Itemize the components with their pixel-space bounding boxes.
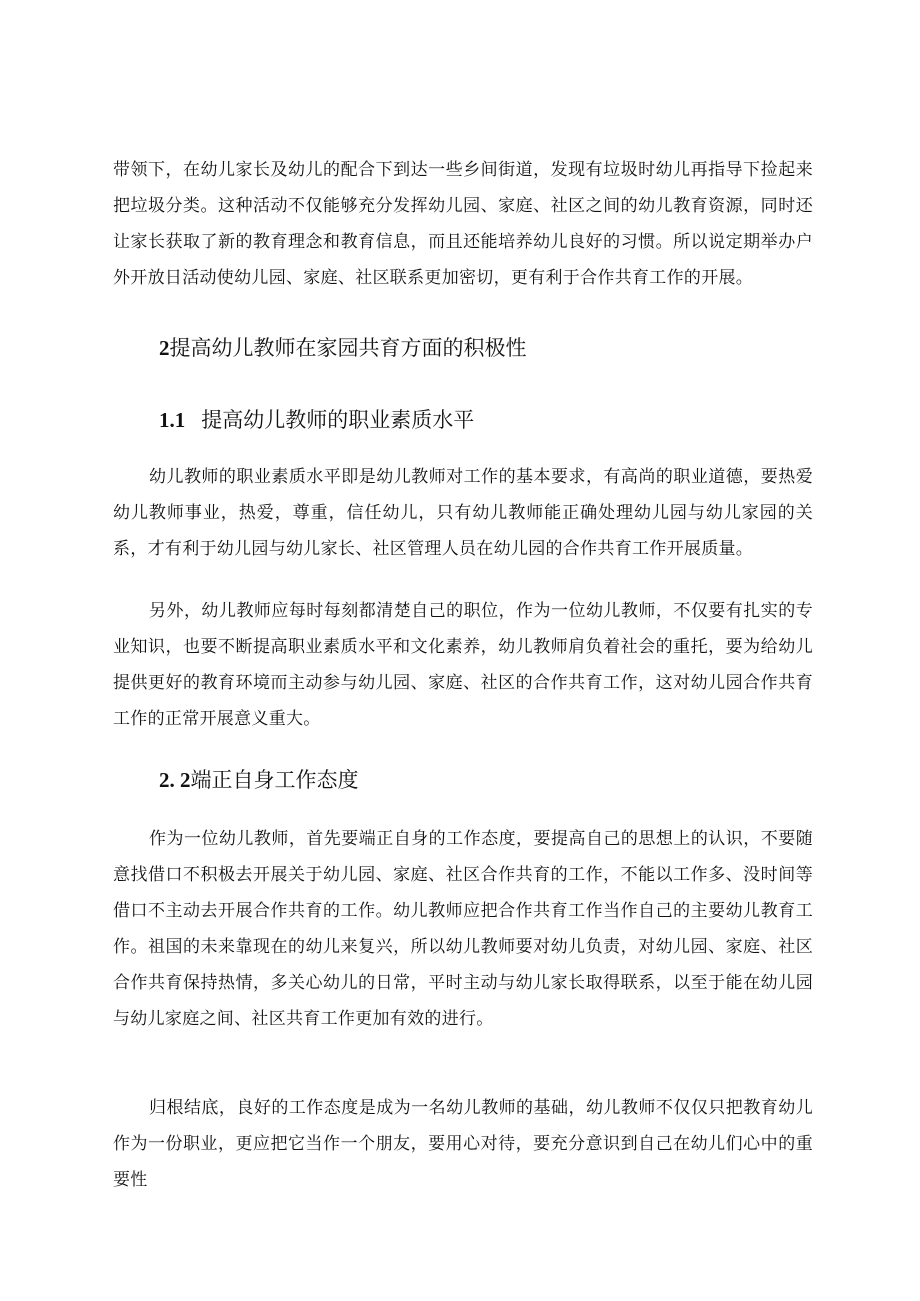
section-title: 提高幼儿教师的职业素质水平 (201, 408, 475, 432)
section-heading-2-2 (159, 765, 359, 795)
paragraph-work-attitude: 作为一位幼儿教师，首先要端正自身的工作态度，要提高自己的思想上的认识，不要随意找借口不积极去开展关于幼儿园、家庭、社区合作共育的工作，不能以工作多、没时间等借口不主动去开展合作共育的工作。幼儿教师应把合作共育工作当作自己的主要幼儿教育工作。祖国的未来靠现在的幼儿来复兴，所以幼儿教师要对幼儿负责，对幼儿园、家庭、社区合作共育保持热情，多关心幼儿的日常，平时主动与幼儿家长取得联系，以至于能在幼儿园与幼儿家庭之间、社区共育工作更加有效的进行。 (113, 829, 813, 1029)
section-title: 提高幼儿教师在家园共育方面的积极性 (169, 336, 527, 360)
paragraph-professional-quality: 幼儿教师的职业素质水平即是幼儿教师对工作的基本要求，有高尚的职业道德，要热爱幼儿教师事业，热爱，尊重，信任幼儿，只有幼儿教师能正确处理幼儿园与幼儿家园的关系，才有利于幼儿园与幼儿家长、社区管理人员在幼儿园的合作共育工作开展质量。 (113, 467, 813, 559)
section-heading-2 (159, 333, 527, 363)
paragraph-in-conclusion: 归根结底，良好的工作态度是成为一名幼儿教师的基础，幼儿教师不仅仅只把教育幼儿作为一份职业，更应把它当作一个朋友，要用心对待，要充分意识到自己在幼儿们心中的重要性 (113, 1098, 813, 1190)
section-number: 2. 2 (159, 768, 191, 792)
section-number: 2 (159, 336, 170, 360)
paragraph-intro-continued: 带领下，在幼儿家长及幼儿的配合下到达一些乡间街道，发现有垃圾时幼儿再指导下捡起来把垃圾分类。这种活动不仅能够充分发挥幼儿园、家庭、社区之间的幼儿教育资源，同时还让家长获取了新的教育理念和教育信息，而且还能培养幼儿良好的习惯。所以说定期举办户外开放日活动使幼儿园、家庭、社区联系更加密切，更有利于合作共育工作的开展。 (113, 160, 813, 288)
section-title: 端正自身工作态度 (190, 768, 359, 792)
section-number: 1.1 (159, 408, 186, 432)
paragraph-additionally: 另外，幼儿教师应每时每刻都清楚自己的职位，作为一位幼儿教师，不仅要有扎实的专业知识，也要不断提高职业素质水平和文化素养，幼儿教师肩负着社会的重托，要为给幼儿提供更好的教育环境而主动参与幼儿园、家庭、社区的合作共育工作，这对幼儿园合作共育工作的正常开展意义重大。 (113, 601, 813, 729)
section-heading-1-1 (159, 405, 474, 435)
